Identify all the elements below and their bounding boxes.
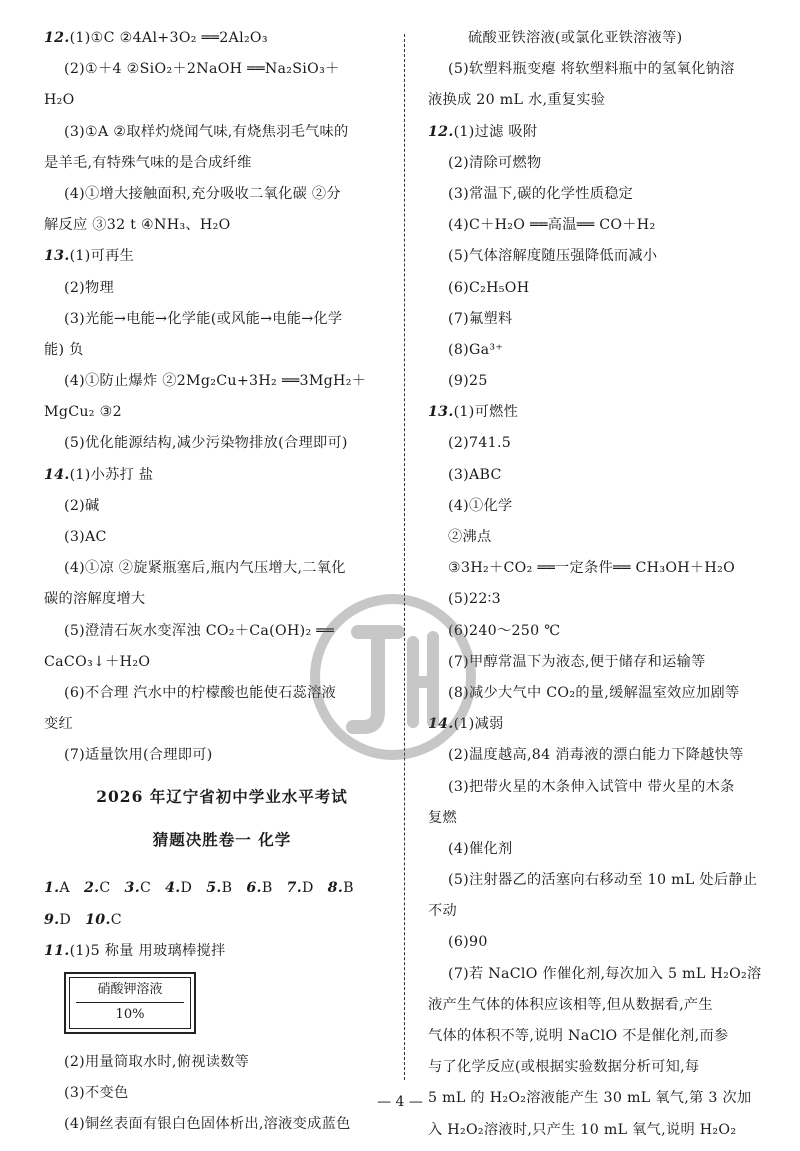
- choice-answer: D: [180, 880, 193, 897]
- question-number: 13.: [44, 248, 70, 265]
- answer-line: [44, 496, 400, 516]
- answer-line: (3)不变色: [64, 1085, 129, 1102]
- answer-line: [44, 527, 400, 547]
- answer-line: [428, 340, 784, 360]
- answer-line: [428, 371, 784, 391]
- choice-answer: A: [59, 880, 70, 897]
- choice-number: 6.: [246, 880, 262, 897]
- answer-text: 解反应 ③32 t ④NH₃、H₂O: [44, 217, 231, 234]
- answer-line: [44, 153, 400, 173]
- answer-text: (6)90: [448, 934, 488, 951]
- answer-text: (1)减弱: [453, 716, 504, 733]
- answer-line: [44, 309, 400, 329]
- multiple-choice-row-1: [44, 878, 400, 898]
- answer-text: (1)①C ②4Al+3O₂ ══2Al₂O₃: [69, 30, 268, 46]
- answer-text: (5)22∶3: [448, 591, 501, 608]
- answer-line: [44, 246, 400, 266]
- answer-line: [44, 28, 400, 48]
- answer-text: (6)C₂H₅OH: [448, 279, 530, 296]
- question-number: 11.: [44, 942, 70, 959]
- answer-line: [428, 652, 784, 672]
- left-column: [44, 28, 400, 1145]
- answer-text: (4)①化学: [448, 497, 513, 514]
- answer-line: [428, 153, 784, 173]
- answer-line: [428, 184, 784, 204]
- answer-text: (4)①增大接触面积,充分吸收二氧化碳 ②分: [64, 185, 341, 202]
- answer-line: [428, 246, 784, 266]
- right-column: [428, 28, 784, 1151]
- answer-text: (2)温度越高,84 消毒液的漂白能力下降越快等: [448, 747, 744, 764]
- answer-line: [428, 714, 784, 734]
- choice-answer: C: [99, 880, 111, 897]
- answer-text: 变红: [44, 716, 73, 733]
- choice-number: 3.: [124, 880, 140, 897]
- choice-answer: D: [301, 880, 314, 897]
- choice-answer: C: [110, 911, 122, 928]
- question-number: 12.: [428, 123, 454, 140]
- answer-text: (2)物理: [64, 279, 114, 296]
- answer-line: [44, 90, 400, 110]
- answer-text: 碳的溶解度增大: [44, 591, 146, 608]
- answer-text: (7)若 NaClO 作催化剂,每次加入 5 mL H₂O₂溶: [448, 965, 762, 982]
- choice-answer: B: [261, 880, 273, 897]
- answer-text: (6)不合理 汽水中的柠檬酸也能使石蕊溶液: [64, 684, 337, 701]
- choice-number: 10.: [85, 911, 111, 928]
- answer-text: (1)小苏打 盐: [69, 466, 154, 483]
- answer-text: (4)C＋H₂O ══高温══ CO＋H₂: [448, 217, 656, 234]
- answer-text: (4)①凉 ②旋紧瓶塞后,瓶内气压增大,二氧化: [64, 560, 346, 577]
- answer-text: (3)①A ②取样灼烧闻气味,有烧焦羽毛气味的: [64, 123, 349, 140]
- answer-text: (5)优化能源结构,减少污染物排放(合理即可): [64, 435, 348, 452]
- answer-text: (3)光能→电能→化学能(或风能→电能→化学: [64, 310, 343, 327]
- answer-line: [44, 402, 400, 422]
- reagent-label-diagram: [64, 972, 196, 1034]
- answer-line: [428, 527, 784, 547]
- question-number: 14.: [428, 716, 454, 733]
- answer-text: (2)清除可燃物: [448, 154, 542, 171]
- answer-text: (7)适量饮用(合理即可): [64, 747, 213, 764]
- choice-number: 1.: [44, 880, 60, 897]
- reagent-label-concentration: 10%: [115, 1006, 145, 1022]
- choice-answer: D: [59, 911, 72, 928]
- choice-answer: B: [221, 880, 233, 897]
- answer-text: (7)氟塑料: [448, 310, 513, 327]
- answer-text: H₂O: [44, 92, 75, 109]
- answer-line: (4)铜丝表面有银白色固体析出,溶液变成蓝色: [64, 1116, 351, 1133]
- answer-text: ③3H₂＋CO₂ ══一定条件══ CH₃OH＋H₂O: [448, 560, 736, 577]
- choice-number: 2.: [83, 880, 100, 897]
- answer-line: [428, 309, 784, 329]
- answer-text: (2)①＋4 ②SiO₂＋2NaOH ══Na₂SiO₃＋: [64, 61, 340, 78]
- q11-line: [44, 941, 400, 961]
- answer-text: (2)碱: [64, 497, 100, 514]
- question-number: 14.: [44, 466, 70, 483]
- choice-number: 9.: [44, 911, 60, 928]
- choice-number: 7.: [286, 880, 302, 897]
- answer-line: [428, 621, 784, 641]
- answer-text: (8)Ga³⁺: [448, 341, 504, 358]
- answer-text: ②沸点: [448, 529, 492, 545]
- answer-line: [428, 870, 784, 890]
- answer-text: 硫酸亚铁溶液(或氯化亚铁溶液等): [468, 30, 683, 46]
- answer-line: [428, 278, 784, 298]
- multiple-choice-row-2: [44, 910, 400, 930]
- answer-text: (3)AC: [64, 529, 107, 545]
- answer-text: (3)ABC: [448, 466, 502, 483]
- watermark-logo: [308, 592, 478, 762]
- column-divider: [404, 34, 405, 1080]
- answer-line: [428, 1120, 784, 1140]
- answer-text: 液产生气体的体积应该相等,但从数据看,产生: [428, 996, 713, 1013]
- question-number: 12.: [44, 30, 70, 46]
- answer-text: (7)甲醇常温下为液态,便于储存和运输等: [448, 653, 706, 670]
- answer-text: (3)把带火星的木条伸入试管中 带火星的木条: [448, 778, 735, 795]
- right-answer-lines: [428, 28, 784, 1140]
- choice-number: 4.: [165, 880, 181, 897]
- answer-line: [44, 558, 400, 578]
- answer-line: [428, 122, 784, 142]
- answer-line: [44, 122, 400, 142]
- exam-title: 2026 年辽宁省初中学业水平考试: [96, 787, 348, 807]
- answer-text: (3)常温下,碳的化学性质稳定: [448, 185, 634, 202]
- answer-text: (1)可再生: [69, 248, 135, 265]
- answer-text: (8)减少大气中 CO₂的量,缓解温室效应加剧等: [448, 684, 740, 701]
- answer-line: [428, 932, 784, 952]
- answer-line: [428, 683, 784, 703]
- answer-line: [428, 995, 784, 1015]
- answer-line: [428, 901, 784, 921]
- answer-text: 5 mL 的 H₂O₂溶液能产生 30 mL 氧气,第 3 次加: [428, 1090, 752, 1107]
- answer-text: 与了化学反应(或根据实验数据分析可知,每: [428, 1059, 700, 1076]
- answer-line: [428, 777, 784, 797]
- answer-text: MgCu₂ ③2: [44, 404, 122, 421]
- answer-text: (5)气体溶解度随压强降低而减小: [448, 248, 658, 265]
- reagent-label-name: 硝酸钾溶液: [97, 981, 163, 997]
- answer-line: [44, 184, 400, 204]
- answer-line: [44, 278, 400, 298]
- answer-text: (5)软塑料瓶变瘪 将软塑料瓶中的氢氧化钠溶: [448, 61, 735, 78]
- answer-line: [44, 215, 400, 235]
- page-number: — 4 —: [377, 1094, 423, 1110]
- answer-line: [428, 496, 784, 516]
- answer-line: [44, 465, 400, 485]
- choice-answer: C: [139, 880, 152, 897]
- question-number: 13.: [428, 404, 454, 421]
- answer-line: [428, 808, 784, 828]
- answer-text: (2)741.5: [448, 435, 512, 452]
- choice-answer: B: [343, 880, 354, 897]
- answer-text: (1)过滤 吸附: [453, 123, 538, 140]
- answer-line: [428, 433, 784, 453]
- answer-text: (6)240～250 ℃: [448, 622, 561, 639]
- answer-text: (5)注射器乙的活塞向右移动至 10 mL 处后静止: [448, 872, 758, 889]
- answer-line: [428, 215, 784, 235]
- answer-line: [44, 59, 400, 79]
- answer-line: [428, 589, 784, 609]
- exam-subtitle: 猜题决胜卷一 化学: [152, 830, 292, 850]
- answer-text: (9)25: [448, 373, 488, 390]
- answer-text: 不动: [428, 903, 457, 920]
- choice-number: 8.: [327, 880, 344, 897]
- answer-line: [44, 371, 400, 391]
- answer-text: 是羊毛,有特殊气味的是合成纤维: [44, 154, 252, 171]
- answer-line: [428, 1057, 784, 1077]
- answer-text: 入 H₂O₂溶液时,只产生 10 mL 氧气,说明 H₂O₂: [428, 1121, 737, 1138]
- answer-line: (2)用量筒取水时,俯视读数等: [64, 1053, 250, 1070]
- answer-text: (4)催化剂: [448, 840, 513, 857]
- answer-text: (5)澄清石灰水变浑浊 CO₂＋Ca(OH)₂ ══: [64, 622, 334, 639]
- answer-line: [428, 964, 784, 984]
- answer-line: [428, 59, 784, 79]
- answer-text: 气体的体积不等,说明 NaClO 不是催化剂,而参: [428, 1028, 729, 1044]
- answer-line: [428, 558, 784, 578]
- answer-text: (4)①防止爆炸 ②2Mg₂Cu+3H₂ ══3MgH₂＋: [64, 373, 367, 390]
- answer-line: [44, 433, 400, 453]
- answer-line: [428, 402, 784, 422]
- answer-line: [428, 90, 784, 110]
- answer-line: [44, 340, 400, 360]
- answer-text: CaCO₃↓＋H₂O: [44, 653, 151, 670]
- answer-text: (1)可燃性: [453, 404, 519, 421]
- answer-text: 能) 负: [44, 341, 84, 358]
- answer-line: [428, 839, 784, 859]
- answer-text: 复燃: [428, 809, 457, 826]
- answer-line: [428, 28, 784, 48]
- answer-text: 液换成 20 mL 水,重复实验: [428, 92, 606, 109]
- answer-line: [428, 465, 784, 485]
- answer-text: (1)5 称量 用玻璃棒搅拌: [69, 942, 226, 959]
- answer-line: [428, 745, 784, 765]
- answer-line: [428, 1026, 784, 1046]
- choice-number: 5.: [206, 880, 222, 897]
